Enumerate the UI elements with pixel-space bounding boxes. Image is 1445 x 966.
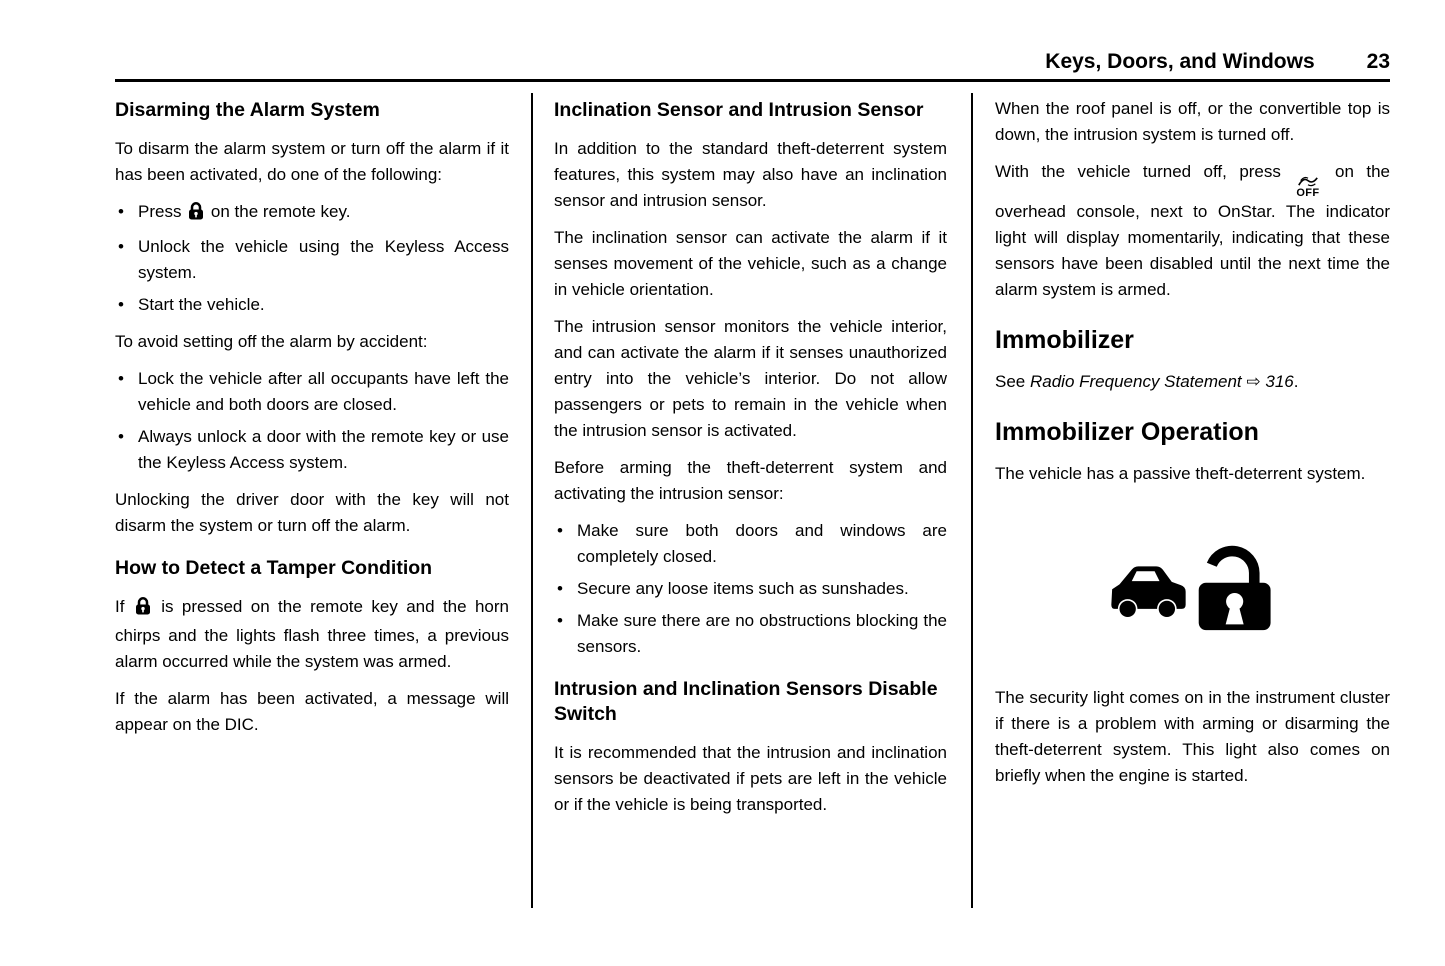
paragraph: To avoid setting off the alarm by accident:: [115, 332, 428, 351]
list-item: • Unlock the vehicle using the Keyless Access system.: [115, 234, 509, 286]
section-heading: Inclination Sensor and Intrusion Sensor: [554, 99, 924, 121]
paragraph: In addition to the standard theft-deterrent system features, this system may also have an inclination sensor and intrusion sensor.: [554, 139, 947, 210]
bullet-list: [554, 518, 947, 660]
cross-reference: Radio Frequency Statement: [1029, 372, 1242, 391]
text-run: on the overhead console, next to OnStar. The indicator light will display momentarily, indicating that these sensors have been disabled until the next time the alarm system is armed.: [995, 162, 1390, 299]
header-rule: [115, 79, 1390, 82]
section-heading: Immobilizer: [995, 326, 1134, 354]
page-number: 23: [1366, 50, 1390, 73]
chapter-title: Keys, Doors, and Windows: [1045, 50, 1315, 73]
list-item: [115, 199, 509, 228]
column-divider: [971, 93, 973, 908]
paragraph: If the alarm has been activated, a message will appear on the DIC.: [115, 689, 509, 734]
list-item: • Start the vehicle.: [115, 292, 509, 318]
paragraph: The inclination sensor can activate the alarm if it senses movement of the vehicle, such as a change in vehicle orientation.: [554, 228, 947, 299]
paragraph: It is recommended that the intrusion and inclination sensors be deactivated if pets are left in the vehicle or if the vehicle is being transported.: [554, 743, 947, 814]
paragraph: [995, 159, 1390, 303]
list-item: • Lock the vehicle after all occupants have left the vehicle and both doors are closed.: [115, 366, 509, 418]
lock-icon: [135, 596, 151, 623]
text-run: Press: [138, 202, 187, 221]
column-3: [995, 96, 1390, 800]
list-item: • Always unlock a door with the remote key or use the Keyless Access system.: [115, 424, 509, 476]
paragraph: The intrusion sensor monitors the vehicle interior, and can activate the alarm if it senses unauthorized entry into the vehicle’s interior. Do not allow passengers or pets to remain in the vehicle when the intrusion sensor is activated.: [554, 317, 947, 440]
off-label: OFF: [1296, 187, 1320, 199]
car-padlock-icon: [1107, 537, 1279, 635]
section-heading: Immobilizer Operation: [995, 418, 1259, 446]
lock-icon: [188, 201, 204, 228]
text-run: .: [1293, 372, 1299, 391]
page-header: [115, 50, 1390, 74]
bullet-list: [115, 199, 509, 318]
text-run: on the remote key.: [206, 202, 351, 221]
paragraph: [995, 369, 1390, 395]
list-item: • Make sure both doors and windows are completely closed.: [554, 518, 947, 570]
text-run: With the vehicle turned off, press: [995, 162, 1294, 181]
security-symbol-figure: [995, 537, 1390, 643]
paragraph: Before arming the theft-deterrent system and activating the intrusion sensor:: [554, 458, 947, 503]
list-item: • Secure any loose items such as sunshades.: [554, 576, 947, 602]
column-2: [554, 96, 947, 829]
section-heading: Disarming the Alarm System: [115, 99, 380, 121]
bullet-list: [115, 366, 509, 476]
paragraph: When the roof panel is off, or the convertible top is down, the intrusion system is turned off.: [995, 99, 1390, 144]
paragraph: The vehicle has a passive theft-deterrent system.: [995, 464, 1366, 483]
section-heading: How to Detect a Tamper Condition: [115, 557, 433, 579]
sensor-off-icon: [1296, 176, 1319, 199]
paragraph: Unlocking the driver door with the key will not disarm the system or turn off the alarm.: [115, 490, 509, 535]
reference-page: 316: [1265, 372, 1294, 391]
text-run: If: [115, 597, 133, 616]
text-run: See: [995, 372, 1030, 391]
paragraph: The security light comes on in the instrument cluster if there is a problem with arming or disarming the theft-deterrent system. This light also comes on briefly when the engine is started.: [995, 688, 1390, 785]
column-divider: [531, 93, 533, 908]
list-item: • Make sure there are no obstructions blocking the sensors.: [554, 608, 947, 660]
paragraph: [115, 594, 509, 675]
paragraph: To disarm the alarm system or turn off the alarm if it has been activated, do one of the following:: [115, 139, 509, 184]
column-1: [115, 96, 509, 749]
text-run: is pressed on the remote key and the horn chirps and the lights flash three times, a previous alarm occurred while the system was armed.: [115, 597, 509, 671]
section-heading: Intrusion and Inclination Sensors Disable Switch: [554, 678, 938, 725]
reference-arrow-icon: ⇨: [1246, 372, 1261, 392]
